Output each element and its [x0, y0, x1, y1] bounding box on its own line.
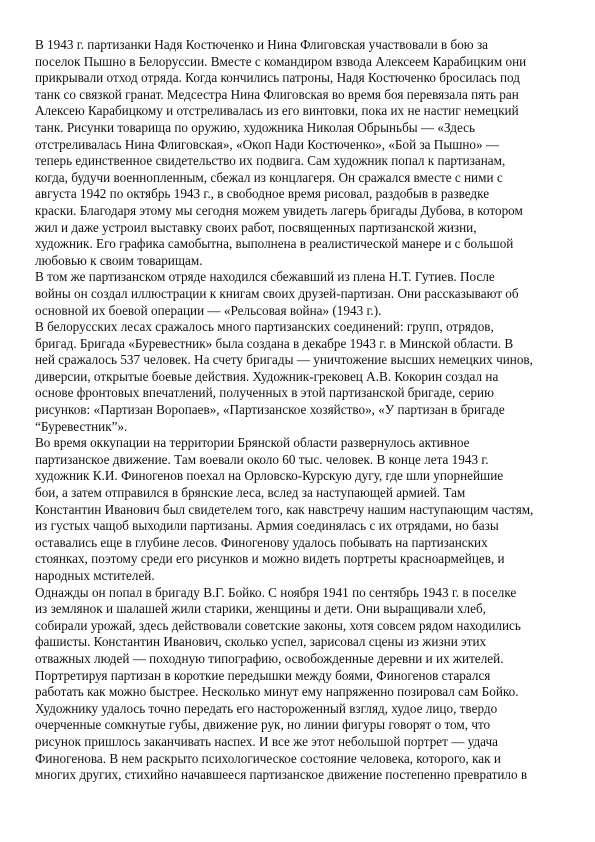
text-line: августа 1942 по октябрь 1943 г., в свободное время рисовал, раздобыв в разведке	[35, 186, 490, 202]
text-line: художник. Его графика самобытна, выполнена в реалистической манере и с большой	[35, 236, 514, 252]
text-line: из густых чащоб выходили партизаны. Армия соединялась с их отрядами, но базы	[35, 518, 499, 534]
text-line: ней сражалось 537 человек. На счету бригады — уничтожение высших немецких чинов,	[35, 352, 533, 368]
text-line: теперь единственное свидетельство их подвига. Сам художник попал к партизанам,	[35, 153, 506, 169]
text-line: когда, будучи военнопленным, сбежал из концлагеря. Он сражался вместе с ними с	[35, 169, 503, 185]
text-line: Художнику удалось точно передать его настороженный взгляд, худое лицо, твердо	[35, 700, 498, 716]
text-line: работать как можно быстрее. Несколько минут ему напряженно позировал сам Бойко.	[35, 684, 519, 700]
text-line: основе фронтовых впечатлений, полученных в этой партизанской бригаде, серию	[35, 385, 494, 401]
text-line: диверсии, открытые боевые действия. Художник-грековец А.В. Кокорин создал на	[35, 368, 499, 384]
text-line: любовью к своим товарищам.	[35, 252, 203, 268]
paragraph-bryansk	[35, 435, 563, 584]
text-line: В том же партизанском отряде находился сбежавший из плена Н.Т. Гутиев. После	[35, 269, 495, 285]
text-line: поселок Пышно в Белоруссии. Вместе с командиром взвода Алексеем Карабицким они	[35, 53, 527, 69]
text-line: войны он создал иллюстрации к книгам своих друзей-партизан. Они рассказывают об	[35, 285, 519, 301]
text-line: народных мстителей.	[35, 568, 155, 583]
text-line: В белорусских лесах сражалось много партизанских соединений: групп, отрядов,	[35, 319, 494, 335]
text-line: Однажды он попал в бригаду В.Г. Бойко. С ноября 1941 по сентябрь 1943 г. в поселке	[35, 584, 517, 600]
text-line: танк со связкой гранат. Медсестра Нина Флиговская во время боя перевязала пять ран	[35, 86, 519, 102]
text-line: жил и даже устроил выставку своих работ, посвященных партизанской жизни,	[35, 219, 477, 235]
paragraph-obrynba	[35, 37, 563, 269]
text-line: из землянок и шалашей жили старики, женщины и дети. Они выращивали хлеб,	[35, 601, 486, 617]
text-line: “Буревестник”».	[35, 418, 128, 434]
text-line: Финогенова. В нем раскрыто психологическое состояние человека, которого, как и	[35, 750, 501, 766]
text-line: рисунок пришлось заканчивать наспех. И все же этот небольшой портрет — удача	[35, 733, 498, 749]
text-line: отважных людей — походную типографию, освобожденные деревни и их жителей.	[35, 650, 504, 666]
text-line: В 1943 г. партизанки Надя Костюченко и Нина Флиговская участвовали в бою за	[35, 37, 489, 52]
text-line: рисунков: «Партизан Воропаев», «Партизанское хозяйство», «У партизан в бригаде	[35, 402, 505, 418]
text-line: танк. Рисунки товарища по оружию, художника Николая Обрыньбы — «Здесь	[35, 119, 476, 135]
text-line: стоянках, поэтому среди его рисунков и можно видеть портреты красноармейцев, и	[35, 551, 505, 567]
text-line: собирали урожай, здесь действовали советские законы, хотя совсем рядом находились	[35, 617, 521, 633]
text-line: Константин Иванович был свидетелем того, как навстречу нашим наступающим частям,	[35, 501, 534, 517]
paragraph-boyko	[35, 585, 563, 784]
text-line: очерченные сомкнутые губы, движение рук, но линии фигуры говорят о том, что	[35, 717, 491, 733]
text-line: бригад. Бригада «Буревестник» была создана в декабре 1943 г. в Минской области. В	[35, 335, 514, 351]
text-line: многих других, стихийно начавшееся партизанское движение постепенно превратило в	[35, 767, 528, 783]
text-line: Портретируя партизан в короткие передышки между боями, Финогенов старался	[35, 667, 491, 683]
document-page	[35, 37, 563, 784]
text-line: Во время оккупации на территории Брянской области развернулось активное	[35, 435, 470, 451]
text-line: основной их боевой операции — «Рельсовая война» (1943 г.).	[35, 302, 382, 318]
text-line: прикрывали отход отряда. Когда кончились патроны, Надя Костюченко бросилась под	[35, 70, 520, 86]
paragraph-burevestnik	[35, 319, 563, 435]
text-line: фашисты. Константин Иванович, сколько успел, зарисовал сцены из жизни этих	[35, 634, 487, 650]
text-line: партизанское движение. Там воевали около 60 тыс. человек. В конце лета 1943 г.	[35, 451, 489, 467]
text-line: краски. Благодаря этому мы сегодня можем увидеть лагерь бригады Дубова, в котором	[35, 202, 523, 218]
text-line: Алексею Карабицкому и отстреливалась из его винтовки, пока их не настиг немецкий	[35, 103, 519, 119]
text-line: оставались еще в глубине лесов. Финогенову удалось побывать на партизанских	[35, 534, 488, 550]
text-line: отстреливалась Нина Флиговская», «Окоп Нади Костюченко», «Бой за Пышно» —	[35, 136, 500, 152]
paragraph-gutiev	[35, 269, 563, 319]
text-line: художник К.И. Финогенов поехал на Орловско-Курскую дугу, где шли упорнейшие	[35, 468, 504, 484]
text-line: бои, а затем отправился в брянские леса, вслед за наступающей армией. Там	[35, 485, 466, 501]
